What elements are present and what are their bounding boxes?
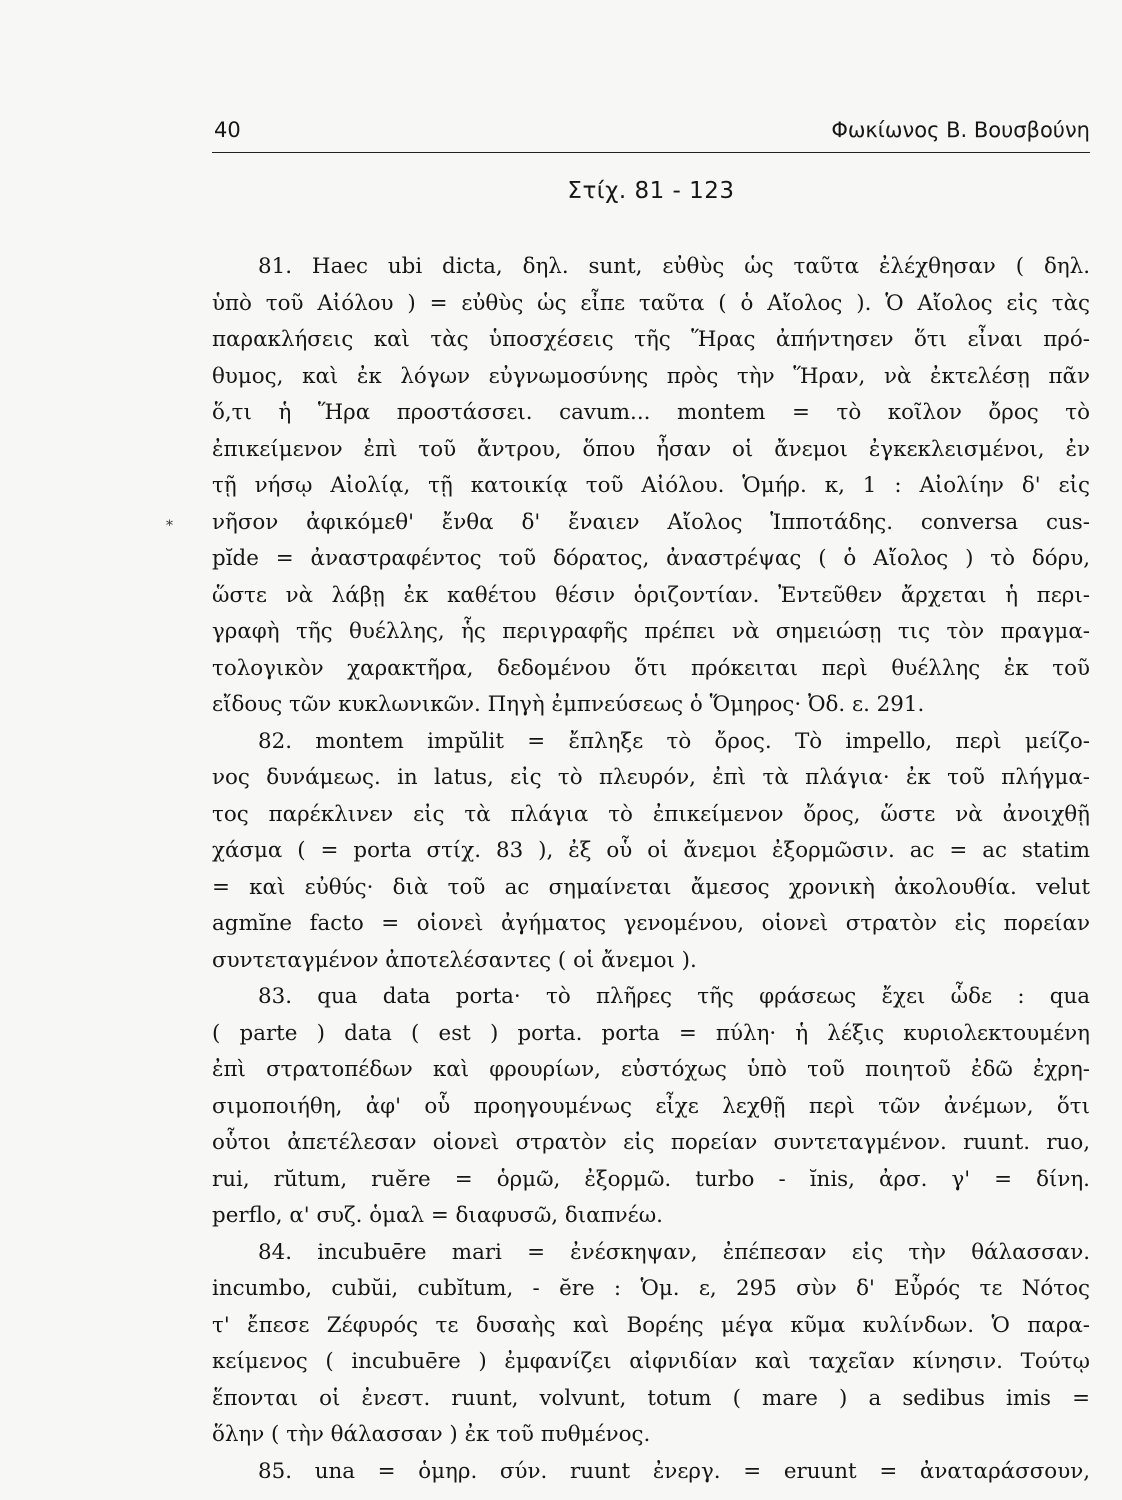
text-line: παρακλήσεις καὶ τὰς ὑποσχέσεις τῆς Ἥρας ἀπήντησεν ὅτι εἶναι πρό-	[212, 327, 1090, 352]
text-line: ὅ,τι ἡ Ἥρα προστάσσει. cavum... montem = τὸ κοῖλον ὄρος τὸ	[212, 400, 1090, 425]
text-line: 81. Haec ubi dicta, δηλ. sunt, εὐθὺς ὡς ταῦτα ἐλέχθησαν ( δηλ.	[258, 254, 1090, 279]
text-line: χάσμα ( = porta στίχ. 83 ), ἐξ οὗ οἱ ἄνεμοι ἐξορμῶσιν. ac = ac statim	[212, 838, 1090, 863]
text-line: incumbo, cubŭi, cubĭtum, - ĕre : Ὁμ. ε, 295 σὺν δ' Εὖρός τε Νότος	[212, 1276, 1090, 1301]
page-number: 40	[214, 118, 241, 142]
text-line: 85. una = ὁμηρ. σύν. ruunt ἐνεργ. = eruunt = ἀναταράσσουν,	[258, 1458, 1090, 1484]
text-line: rui, rŭtum, ruĕre = ὁρμῶ, ἐξορμῶ. turbo - ĭnis, ἀρσ. γ' = δίνη.	[212, 1166, 1090, 1192]
text-line: νος δυνάμεως. in latus, εἰς τὸ πλευρόν, ἐπὶ τὰ πλάγια· ἐκ τοῦ πλήγμα-	[212, 765, 1090, 790]
text-line: ἕπονται οἱ ἐνεστ. ruunt, volvunt, totum ( mare ) a sedibus imis =	[212, 1385, 1090, 1411]
text-line: συντεταγμένον ἀποτελέσαντες ( οἱ ἄνεμοι ).	[212, 947, 697, 973]
text-line: ὅλην ( τὴν θάλασσαν ) ἐκ τοῦ πυθμένος.	[212, 1422, 651, 1447]
text-line: τολογικὸν χαρακτῆρα, δεδομένου ὅτι πρόκειται περὶ θυέλλης ἐκ τοῦ	[212, 655, 1090, 681]
text-line: 84. incubuēre mari = ἐνέσκηψαν, ἐπέπεσαν εἰς τὴν θάλασσαν.	[258, 1239, 1090, 1265]
text-line: ( parte ) data ( est ) porta. porta = πύλη· ἡ λέξις κυριολεκτουμένη	[212, 1020, 1090, 1046]
text-line: τος παρέκλινεν εἰς τὰ πλάγια τὸ ἐπικείμενον ὄρος, ὥστε νὰ ἀνοιχθῇ	[212, 801, 1090, 827]
text-line: τ' ἔπεσε Ζέφυρός τε δυσαὴς καὶ Βορέης μέγα κῦμα κυλίνδων. Ὁ παρα-	[212, 1312, 1090, 1338]
running-head: Φωκίωνος Β. Βουσβούνη	[831, 118, 1090, 142]
text-line: agmĭne facto = οἱονεὶ ἀγήματος γενομένου, οἱονεὶ στρατὸν εἰς πορείαν	[212, 911, 1090, 936]
text-line: εἴδους τῶν κυκλωνικῶν. Πηγὴ ἐμπνεύσεως ὁ Ὅμηρος· Ὀδ. ε. 291.	[212, 692, 925, 717]
text-line: 83. qua data porta· τὸ πλῆρες τῆς φράσεως ἔχει ὧδε : qua	[258, 984, 1090, 1009]
page-header	[212, 112, 1090, 153]
text-line: θυμος, καὶ ἐκ λόγων εὐγνωμοσύνης πρὸς τὴν Ἥραν, νὰ ἐκτελέσῃ πᾶν	[212, 363, 1090, 389]
margin-mark: *	[166, 518, 173, 534]
section-title: Στίχ. 81 - 123	[567, 178, 735, 204]
text-line: = καὶ εὐθύς· διὰ τοῦ ac σημαίνεται ἄμεσος χρονικὴ ἀκολουθία. velut	[212, 874, 1090, 900]
text-line: ἐπικείμενον ἐπὶ τοῦ ἄντρου, ὅπου ἦσαν οἱ ἄνεμοι ἐγκεκλεισμένοι, ἐν	[212, 436, 1090, 462]
text-line: γραφὴ τῆς θυέλλης, ἧς περιγραφῆς πρέπει νὰ σημειώσῃ τις τὸν πραγμα-	[212, 619, 1090, 644]
text-line: σιμοποιήθη, ἀφ' οὗ προηγουμένως εἶχε λεχθῇ περὶ τῶν ἀνέμων, ὅτι	[212, 1093, 1090, 1119]
text-line: 82. montem impŭlit = ἔπληξε τὸ ὄρος. Τὸ impello, περὶ μείζο-	[258, 728, 1090, 754]
text-line: τῇ νήσῳ Αἰολίᾳ, τῇ κατοικίᾳ τοῦ Αἰόλου. Ὁμήρ. κ, 1 : Αἰολίην δ' εἰς	[212, 473, 1090, 498]
text-line: νῆσον ἀφικόμεθ' ἔνθα δ' ἔναιεν Αἴολος Ἱπποτάδης. conversa cus-	[212, 509, 1090, 535]
text-line: ἐπὶ στρατοπέδων καὶ φρουρίων, εὐστόχως ὑπὸ τοῦ ποιητοῦ ἐδῶ ἐχρη-	[212, 1057, 1090, 1082]
text-line: κείμενος ( incubuēre ) ἐμφανίζει αἰφνιδίαν καὶ ταχεῖαν κίνησιν. Τούτῳ	[212, 1349, 1090, 1374]
text-line: perflo, α' συζ. ὁμαλ = διαφυσῶ, διαπνέω.	[212, 1203, 663, 1228]
text-line: οὗτοι ἀπετέλεσαν οἱονεὶ στρατὸν εἰς πορείαν συντεταγμένον. ruunt. ruo,	[212, 1130, 1090, 1155]
text-line: ὥστε νὰ λάβῃ ἐκ καθέτου θέσιν ὁριζοντίαν. Ἐντεῦθεν ἄρχεται ἡ περι-	[212, 582, 1090, 608]
text-line: ὑπὸ τοῦ Αἰόλου ) = εὐθὺς ὡς εἶπε ταῦτα ( ὁ Αἴολος ). Ὁ Αἴολος εἰς τὰς	[212, 290, 1090, 316]
text-line: pĭde = ἀναστραφέντος τοῦ δόρατος, ἀναστρέψας ( ὁ Αἴολος ) τὸ δόρυ,	[212, 546, 1090, 571]
